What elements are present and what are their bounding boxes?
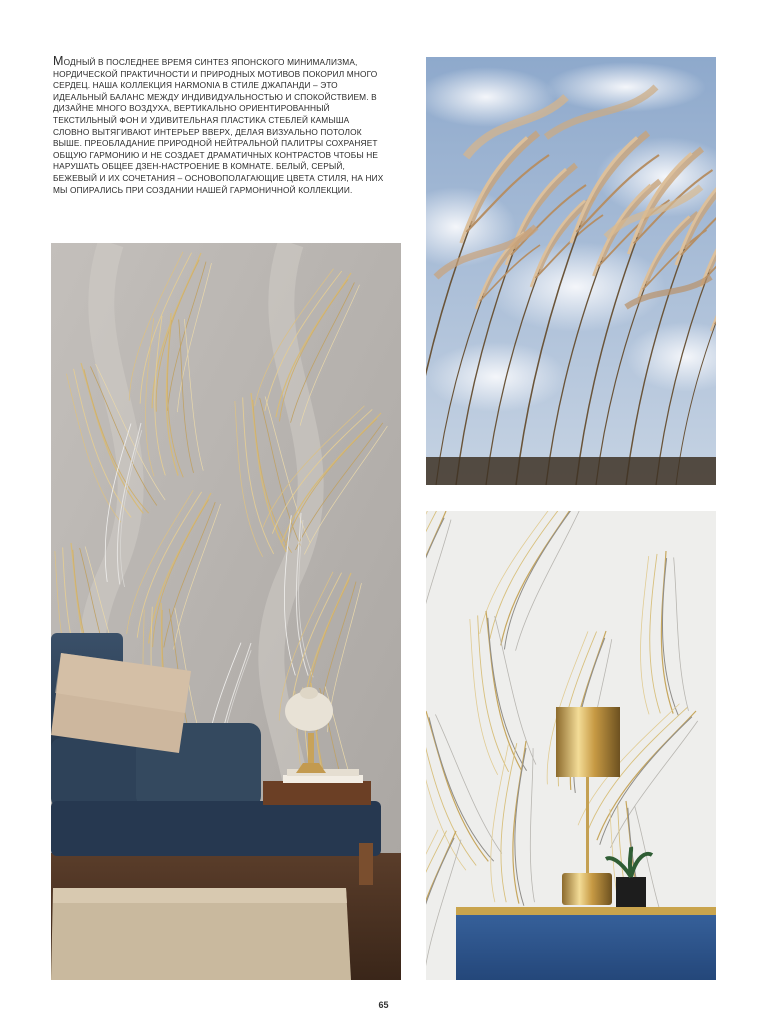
pampas-grass-photo: [426, 57, 716, 485]
intro-body: ОДНЫЙ В ПОСЛЕДНЕЕ ВРЕМЯ СИНТЕЗ ЯПОНСКОГО МИНИМАЛИЗМА, НОРДИЧЕСКОЙ ПРАКТИЧНОСТИ И ПРИРОДНЫХ МОТИВОВ ПОКОРИЛ МНОГО СЕРДЕЦ. НАША КОЛЛЕКЦИЯ HARMONIA В СТИЛЕ ДЖАПАНДИ – ЭТО ИДЕАЛЬНЫЙ БАЛАНС МЕЖДУ ИНДИВИДУАЛЬНОСТЬЮ И СПОКОЙСТВИЕМ. В ДИЗАЙНЕ МНОГО ВОЗДУХА, ВЕРТИКАЛЬНО ОРИЕНТИРОВАННЫЙ ТЕКСТИЛЬНЫЙ ФОН И УДИВИТЕЛЬНАЯ ПЛАСТИКА СТЕБЛЕЙ КАМЫША СЛОВНО ВЫТЯГИВАЮТ ИНТЕРЬЕР ВВЕРХ, ДЕЛАЯ ВИЗУАЛЬНО ПОТОЛОК ВЫШЕ. ПРЕОБЛАДАНИЕ ПРИРОДНОЙ НЕЙТРАЛЬНОЙ ПАЛИТРЫ СОХРАНЯЕТ ОБЩУЮ ГАРМОНИЮ И НЕ СОЗДАЕТ ДРАМАТИЧНЫХ КОНТРАСТОВ ЧТОБЫ НЕ НАРУШАТЬ ОБЩЕЕ ДЗЕН-НАСТРОЕНИЕ В КОМНАТЕ. БЕЛЫЙ, СЕРЫЙ, БЕЖЕВЫЙ И ИХ СОЧЕТАНИЯ – ОСНОВОПОЛАГАЮЩИЕ ЦВЕТА СТИЛЯ, НА НИХ МЫ ОПИРАЛИСЬ ПРИ СОЗДАНИИ НАШЕЙ ГАРМОНИЧНОЙ КОЛЛЕКЦИИ.: [53, 57, 384, 195]
living-room-photo: [51, 243, 401, 980]
page-number: 65: [378, 1000, 389, 1010]
lamp-interior-photo: [426, 511, 716, 980]
intro-text: [53, 56, 387, 196]
drop-letter: М: [53, 54, 64, 68]
